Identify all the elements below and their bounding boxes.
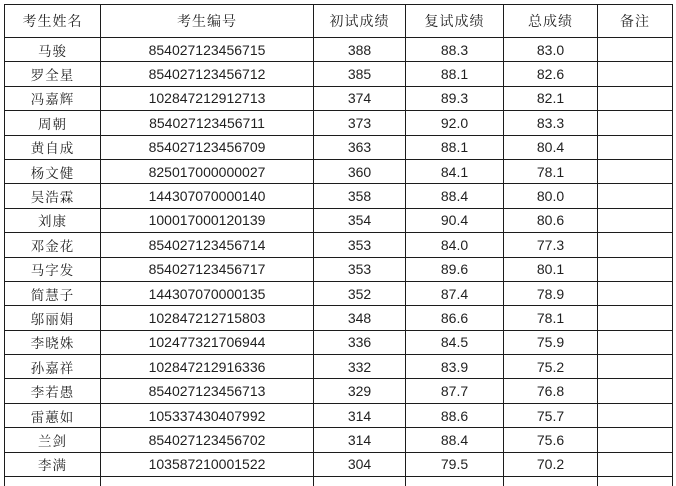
cell-id: 144307070000135 [101, 281, 314, 305]
cell-total: 75.6 [504, 428, 598, 452]
partial-row [5, 477, 673, 486]
cell-name: 邓金花 [5, 233, 101, 257]
cell-id: 102847212715803 [101, 306, 314, 330]
cell-name: 孙嘉祥 [5, 355, 101, 379]
cell-id: 825017000000027 [101, 159, 314, 183]
table-row [5, 257, 673, 281]
cell-id: 854027123456713 [101, 379, 314, 403]
cell-name: 李若愚 [5, 379, 101, 403]
cell-score2: 89.3 [406, 86, 504, 110]
cell-score2: 90.4 [406, 208, 504, 232]
cell-remark [598, 62, 673, 86]
cell-score2: 83.9 [406, 355, 504, 379]
cell-remark [598, 159, 673, 183]
cell-total: 78.1 [504, 159, 598, 183]
cell-name: 马字发 [5, 257, 101, 281]
cell-remark [598, 452, 673, 476]
cell-remark [598, 428, 673, 452]
header-row [5, 5, 673, 38]
cell-total: 70.2 [504, 452, 598, 476]
cell-score1: 314 [314, 403, 406, 427]
table-row [5, 38, 673, 62]
cell-score2: 84.1 [406, 159, 504, 183]
cell-id: 102847212912713 [101, 86, 314, 110]
cell-score1: 348 [314, 306, 406, 330]
cell-name: 李晓姝 [5, 330, 101, 354]
cell-score1: 353 [314, 257, 406, 281]
cell-remark [598, 184, 673, 208]
cell-empty [406, 477, 504, 486]
cell-id: 854027123456711 [101, 111, 314, 135]
table-row [5, 233, 673, 257]
cell-score1: 360 [314, 159, 406, 183]
cell-remark [598, 135, 673, 159]
cell-remark [598, 403, 673, 427]
column-header-remark: 备注 [598, 5, 673, 38]
table-row [5, 355, 673, 379]
cell-score1: 304 [314, 452, 406, 476]
cell-total: 80.6 [504, 208, 598, 232]
cell-remark [598, 86, 673, 110]
cell-score1: 332 [314, 355, 406, 379]
cell-score2: 88.4 [406, 428, 504, 452]
cell-total: 78.1 [504, 306, 598, 330]
cell-name: 冯嘉辉 [5, 86, 101, 110]
cell-total: 83.3 [504, 111, 598, 135]
table-row [5, 379, 673, 403]
table-row [5, 403, 673, 427]
column-header-name: 考生姓名 [5, 5, 101, 38]
cell-total: 78.9 [504, 281, 598, 305]
cell-id: 854027123456715 [101, 38, 314, 62]
cell-score1: 354 [314, 208, 406, 232]
cell-remark [598, 233, 673, 257]
candidate-score-table [4, 4, 673, 486]
cell-name: 罗全星 [5, 62, 101, 86]
table-row [5, 159, 673, 183]
table-row [5, 306, 673, 330]
cell-score2: 87.7 [406, 379, 504, 403]
column-header-score2: 复试成绩 [406, 5, 504, 38]
cell-remark [598, 111, 673, 135]
table-row [5, 135, 673, 159]
cell-total: 77.3 [504, 233, 598, 257]
cell-id: 854027123456702 [101, 428, 314, 452]
cell-score1: 329 [314, 379, 406, 403]
cell-empty [504, 477, 598, 486]
cell-score1: 363 [314, 135, 406, 159]
cell-name: 刘康 [5, 208, 101, 232]
cell-name: 黄自成 [5, 135, 101, 159]
cell-name: 兰剑 [5, 428, 101, 452]
cell-score1: 352 [314, 281, 406, 305]
cell-total: 83.0 [504, 38, 598, 62]
cell-name: 简慧子 [5, 281, 101, 305]
cell-score1: 358 [314, 184, 406, 208]
cell-id: 102847212916336 [101, 355, 314, 379]
cell-empty [598, 477, 673, 486]
cell-score2: 88.1 [406, 62, 504, 86]
cell-total: 75.2 [504, 355, 598, 379]
cell-score2: 88.3 [406, 38, 504, 62]
cell-name: 杨文健 [5, 159, 101, 183]
cell-score1: 385 [314, 62, 406, 86]
cell-remark [598, 379, 673, 403]
cell-name: 周朝 [5, 111, 101, 135]
cell-name: 马骏 [5, 38, 101, 62]
cell-empty [5, 477, 101, 486]
cell-score1: 373 [314, 111, 406, 135]
cell-total: 82.1 [504, 86, 598, 110]
cell-score2: 86.6 [406, 306, 504, 330]
column-header-id: 考生编号 [101, 5, 314, 38]
cell-id: 854027123456709 [101, 135, 314, 159]
cell-total: 75.7 [504, 403, 598, 427]
cell-id: 854027123456717 [101, 257, 314, 281]
table-row [5, 281, 673, 305]
table-row [5, 452, 673, 476]
cell-score1: 336 [314, 330, 406, 354]
cell-id: 105337430407992 [101, 403, 314, 427]
cell-empty [101, 477, 314, 486]
cell-id: 100017000120139 [101, 208, 314, 232]
cell-remark [598, 330, 673, 354]
cell-empty [314, 477, 406, 486]
cell-total: 76.8 [504, 379, 598, 403]
cell-remark [598, 306, 673, 330]
cell-id: 144307070000140 [101, 184, 314, 208]
cell-score2: 88.6 [406, 403, 504, 427]
table-row [5, 208, 673, 232]
cell-score1: 388 [314, 38, 406, 62]
cell-id: 102477321706944 [101, 330, 314, 354]
cell-score2: 88.1 [406, 135, 504, 159]
cell-score2: 84.5 [406, 330, 504, 354]
cell-score1: 353 [314, 233, 406, 257]
table-row [5, 330, 673, 354]
cell-total: 80.4 [504, 135, 598, 159]
cell-score1: 374 [314, 86, 406, 110]
cell-remark [598, 355, 673, 379]
cell-name: 雷蕙如 [5, 403, 101, 427]
table-row [5, 184, 673, 208]
cell-id: 103587210001522 [101, 452, 314, 476]
cell-score1: 314 [314, 428, 406, 452]
column-header-score1: 初试成绩 [314, 5, 406, 38]
cell-score2: 92.0 [406, 111, 504, 135]
cell-score2: 89.6 [406, 257, 504, 281]
cell-total: 80.0 [504, 184, 598, 208]
cell-total: 80.1 [504, 257, 598, 281]
cell-id: 854027123456714 [101, 233, 314, 257]
cell-score2: 84.0 [406, 233, 504, 257]
cell-name: 李满 [5, 452, 101, 476]
cell-score2: 87.4 [406, 281, 504, 305]
cell-remark [598, 257, 673, 281]
cell-remark [598, 281, 673, 305]
cell-name: 吴浩霖 [5, 184, 101, 208]
cell-id: 854027123456712 [101, 62, 314, 86]
cell-total: 82.6 [504, 62, 598, 86]
cell-name: 邬丽娟 [5, 306, 101, 330]
table-row [5, 86, 673, 110]
cell-score2: 88.4 [406, 184, 504, 208]
cell-remark [598, 38, 673, 62]
table-row [5, 428, 673, 452]
table-row [5, 62, 673, 86]
table-row [5, 111, 673, 135]
cell-remark [598, 208, 673, 232]
cell-total: 75.9 [504, 330, 598, 354]
table-body [5, 38, 673, 486]
cell-score2: 79.5 [406, 452, 504, 476]
column-header-total: 总成绩 [504, 5, 598, 38]
